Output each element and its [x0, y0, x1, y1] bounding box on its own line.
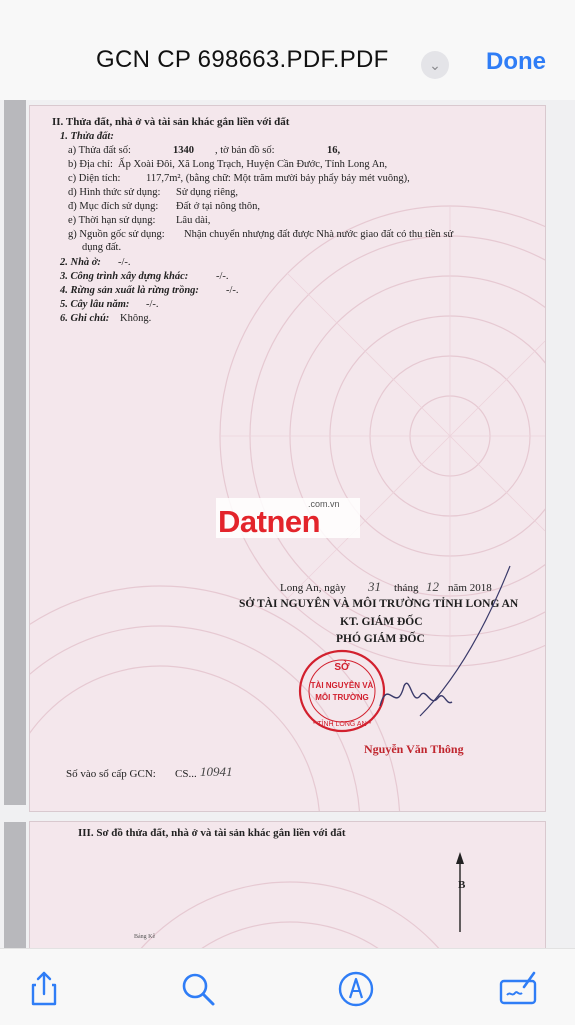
pdf-page-1 [30, 106, 545, 811]
signature-icon[interactable] [498, 969, 538, 1009]
svg-text:SỞ: SỞ [334, 662, 350, 673]
map-sheet-label: , tờ bản đồ số: [215, 145, 275, 156]
item-2-value: -/-. [118, 257, 131, 268]
date-month: 12 [426, 579, 439, 594]
date-day: 31 [368, 579, 381, 594]
pdf-viewer[interactable] [0, 100, 575, 948]
date-month-label: tháng [394, 582, 419, 594]
deputy-director: PHÓ GIÁM ĐỐC [336, 633, 425, 645]
datnen-watermark [216, 498, 360, 538]
section-heading: II. Thửa đất, nhà ở và tài sản khác gắn liền với đất [52, 116, 290, 128]
parcel-label: a) Thửa đất số: [68, 145, 131, 156]
document-title: GCN CP 698663.PDF.PDF [96, 46, 389, 73]
date-prefix: Long An, ngày [280, 582, 346, 594]
address-value: Ấp Xoài Đôi, Xã Long Trạch, Huyện Cần Đước, Tỉnh Long An, [118, 159, 388, 170]
search-icon[interactable] [178, 969, 218, 1009]
area-label: c) Diện tích: [68, 173, 121, 184]
usage-form-value: Sử dụng riêng, [176, 187, 238, 198]
item-1-heading: 1. Thửa đất: [60, 131, 114, 142]
usage-purpose-value: Đất ở tại nông thôn, [176, 201, 260, 212]
item-5-value: -/-. [146, 299, 159, 310]
usage-form-label: d) Hình thức sử dụng: [68, 187, 161, 198]
share-icon[interactable] [24, 969, 64, 1009]
item-5-heading: 5. Cây lâu năm: [60, 299, 130, 310]
done-button[interactable]: Done [486, 48, 546, 75]
svg-text:* TỈNH LONG AN *: * TỈNH LONG AN * [312, 721, 372, 728]
registry-number: 10941 [200, 764, 233, 779]
item-4-heading: 4. Rừng sản xuất là rừng trồng: [60, 285, 199, 296]
usage-term-label: e) Thời hạn sử dụng: [68, 215, 156, 226]
navigation-bar [0, 0, 575, 100]
item-4-value: -/-. [226, 285, 239, 296]
origin-value-line-1: Nhận chuyển nhượng đất được Nhà nước giao đất có thu tiền sử [184, 229, 454, 240]
issuing-authority: SỞ TÀI NGUYÊN VÀ MÔI TRƯỜNG TỈNH LONG AN [239, 598, 519, 610]
address-label: b) Địa chỉ: [68, 159, 113, 170]
origin-value-line-2: dụng đất. [82, 242, 122, 253]
map-sheet-number: 16, [327, 145, 341, 156]
handwritten-signature [360, 556, 530, 726]
svg-text:MÔI TRƯỜNG: MÔI TRƯỜNG [315, 693, 369, 702]
page-edge [4, 822, 26, 948]
page-edge [4, 100, 26, 805]
parcel-number: 1340 [173, 145, 194, 156]
area-value: 117,7m², (bằng chữ: Một trăm mười bảy phẩy bảy mét vuông), [146, 173, 410, 184]
north-label: B [458, 879, 466, 891]
signer-name: Nguyễn Văn Thông [364, 742, 464, 756]
usage-term-value: Lâu dài, [176, 215, 211, 226]
watermark-brand: Datnen [218, 504, 321, 539]
usage-purpose-label: đ) Mục đích sử dụng: [68, 201, 159, 212]
markup-pen-icon[interactable] [336, 969, 376, 1009]
svg-text:TÀI NGUYÊN VÀ: TÀI NGUYÊN VÀ [310, 681, 374, 690]
page-2-small-label: Bảng Kê [134, 934, 156, 940]
registry-prefix: CS... [175, 768, 197, 780]
item-6-value: Không. [120, 313, 152, 324]
pdf-page-2 [30, 822, 545, 948]
item-6-heading: 6. Ghi chú: [60, 313, 110, 324]
chevron-down-icon[interactable]: ⌄ [421, 51, 449, 79]
date-year: năm 2018 [448, 582, 492, 594]
watermark-domain: .com.vn [308, 499, 340, 509]
kt-director: KT. GIÁM ĐỐC [340, 616, 423, 628]
page-2-heading: III. Sơ đồ thửa đất, nhà ở và tài sản khác gắn liền với đất [78, 827, 346, 839]
bottom-toolbar [0, 948, 575, 1025]
item-3-value: -/-. [216, 271, 229, 282]
north-arrow-icon [450, 852, 470, 932]
origin-label: g) Nguồn gốc sử dụng: [68, 229, 165, 240]
item-2-heading: 2. Nhà ở: [60, 257, 101, 268]
registry-label: Số vào sổ cấp GCN: [66, 768, 156, 780]
item-3-heading: 3. Công trình xây dựng khác: [60, 271, 189, 282]
